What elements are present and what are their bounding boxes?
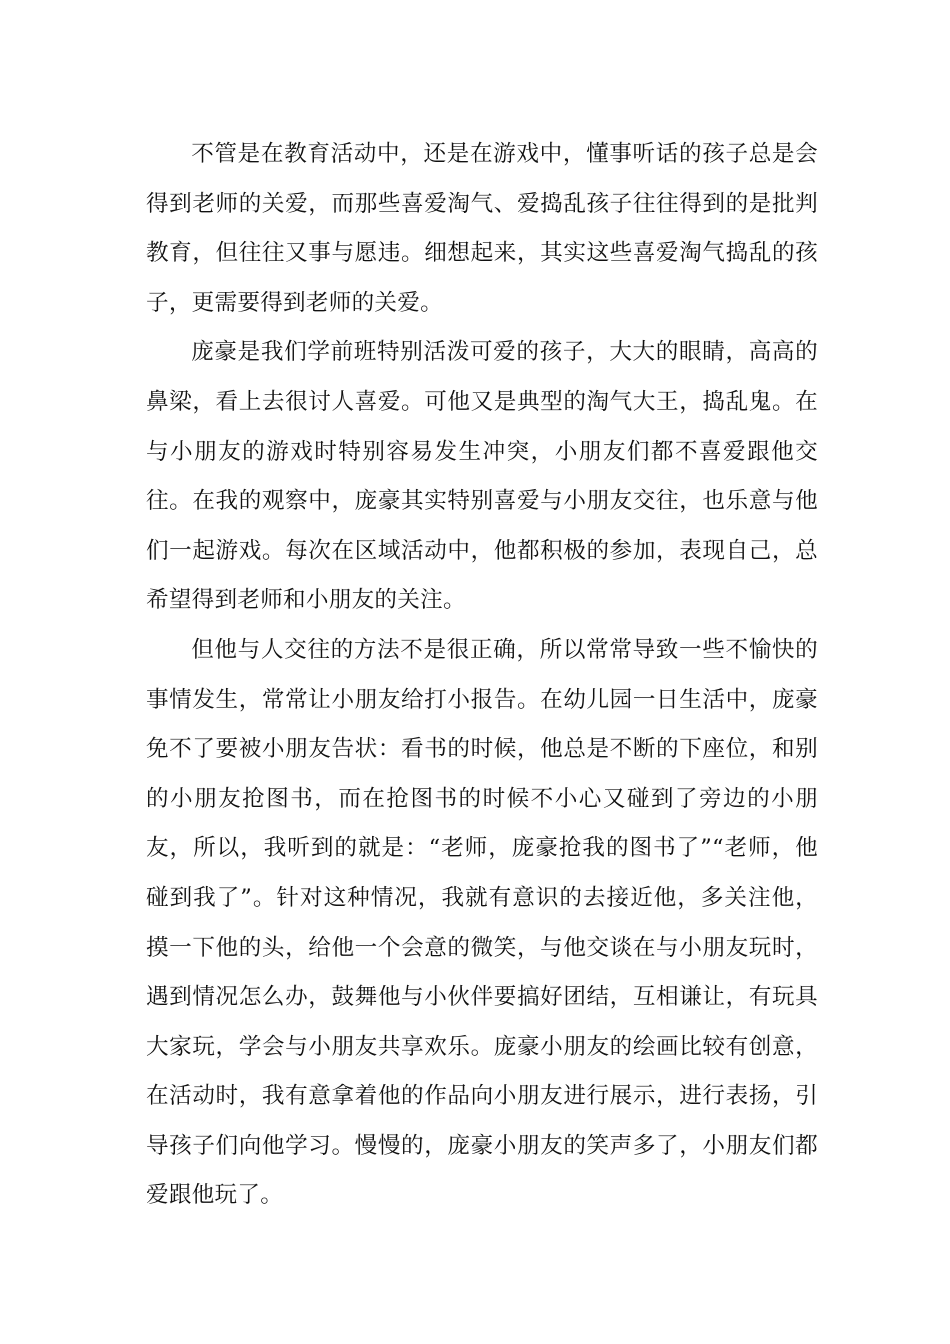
- document-body: [146, 130, 818, 1221]
- paragraph: 但他与人交往的方法不是很正确，所以常常导致一些不愉快的事情发生，常常让小朋友给打小报告。在幼儿园一日生活中，庞豪免不了要被小朋友告状：看书的时候，他总是不断的下座位，和别的小朋友抢图书，而在抢图书的时候不小心又碰到了旁边的小朋友，所以，我听到的就是：“老师，庞豪抢我的图书了”“老师，他碰到我了”。针对这种情况，我就有意识的去接近他，多关注他，摸一下他的头，给他一个会意的微笑，与他交谈在与小朋友玩时，遇到情况怎么办，鼓舞他与小伙伴要搞好团结，互相谦让，有玩具大家玩，学会与小朋友共享欢乐。庞豪小朋友的绘画比较有创意，在活动时，我有意拿着他的作品向小朋友进行展示，进行表扬，引导孩子们向他学习。慢慢的，庞豪小朋友的笑声多了，小朋友们都爱跟他玩了。: [146, 636, 818, 1209]
- paragraph: 庞豪是我们学前班特别活泼可爱的孩子，大大的眼睛，高高的鼻梁，看上去很讨人喜爱。可他又是典型的淘气大王，捣乱鬼。在与小朋友的游戏时特别容易发生冲突，小朋友们都不喜爱跟他交往。在我的观察中，庞豪其实特别喜爱与小朋友交往，也乐意与他们一起游戏。每次在区域活动中，他都积极的参加，表现自己，总希望得到老师和小朋友的关注。: [146, 339, 818, 614]
- paragraph: 不管是在教育活动中，还是在游戏中，懂事听话的孩子总是会得到老师的关爱，而那些喜爱淘气、爱捣乱孩子往往得到的是批判教育，但往往又事与愿违。细想起来，其实这些喜爱淘气捣乱的孩子，更需要得到老师的关爱。: [146, 141, 818, 316]
